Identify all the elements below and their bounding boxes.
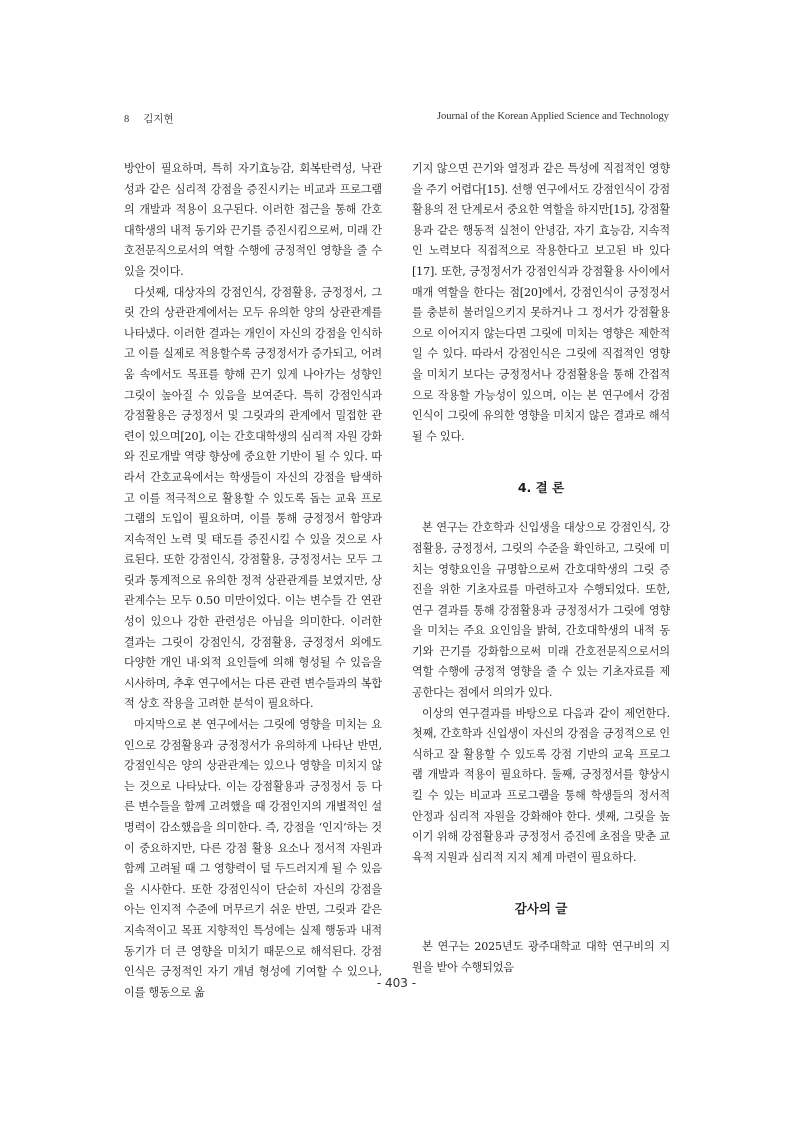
acknowledgment-text: 본 연구는 2025년도 광주대학교 대학 연구비의 지원을 받아 수행되었음 <box>412 940 670 974</box>
header-author: 김지현 <box>143 114 174 125</box>
paragraph: 이상의 연구결과를 바탕으로 다음과 같이 제언한다. 첫째, 간호학과 신입생이 자신의 강점을 긍정적으로 인식하고 잘 활용할 수 있도록 강점 기반의 교육 프로그램 개발과 적용이 필요하다. 둘째, 긍정정서를 향상시킬 수 있는 비교과 프로그램을 통해 학생들의 정서적 안정과 심리적 자원을 강화해야 한다. 셋째, 그릿을 높이기 위해 강점활용과 긍정정서 증진에 초점을 맞춘 교육적 지원과 심리적 지지 체계 마련이 필요하다. <box>412 706 670 864</box>
conclusion-heading: 4. 결 론 <box>517 480 565 496</box>
left-column <box>124 159 382 1003</box>
journal-name: Journal of the Korean Applied Science and Technology <box>436 111 669 122</box>
page-number-footer: - 403 - <box>376 976 417 990</box>
right-column <box>412 159 670 979</box>
paragraph: 기지 않으면 끈기와 열정과 같은 특성에 직접적인 영향을 주기 어렵다[15]. 선행 연구에서도 강점인식이 강점활용의 전 단계로서 중요한 역할을 하지만[15], 강점활용과 같은 행동적 실천이 안녕감, 자기 효능감, 지속적인 노력보다 직접적으로 작용한다고 보고된 바 있다[17]. 또한, 긍정정서가 강점인식과 강점활용 사이에서 매개 역할을 한다는 점[20]에서, 강점인식이 긍정정서를 충분히 불러일으키지 못하거나 그 정서가 강점활용으로 이어지지 않는다면 그릿에 미치는 영향은 제한적일 수 있다. 따라서 강점인식은 그릿에 직접적인 영향을 미치기 보다는 긍정정서나 강점활용을 통해 간접적으로 작용할 가능성이 있으며, 이는 본 연구에서 강점인식이 그릿에 유의한 영향을 미치지 않은 결과로 해석될 수 있다. <box>412 162 670 443</box>
acknowledgment-heading: 감사의 글 <box>514 901 568 917</box>
paragraph: 마지막으로 본 연구에서는 그릿에 영향을 미치는 요인으로 강점활용과 긍정정서가 유의하게 나타난 반면, 강점인식은 양의 상관관계는 있으나 영향을 미치지 않는 것으로 나타났다. 이는 강점활용과 긍정정서 등 다른 변수들을 함께 고려했을 때 강점인지의 개별적인 설명력이 감소했음을 의미한다. 즉, 강점을 ‘인지’하는 것이 중요하지만, 다른 강점 활용 요소나 정서적 자원과 함께 고려될 때 그 영향력이 덜 두드러지게 될 수 있음을 시사한다. 또한 강점인식이 단순히 자신의 강점을 아는 인지적 수준에 머무르기 쉬운 반면, 그릿과 같은 지속적이고 목표 지향적인 특성에는 실제 행동과 내적 동기가 더 큰 영향을 미치기 때문으로 해석된다. 강점인식은 긍정적인 자기 개념 형성에 기여할 수 있으나, 이를 행동으로 옮 <box>124 718 382 999</box>
running-head <box>124 111 669 127</box>
paragraph: 방안이 필요하며, 특히 자기효능감, 회복탄력성, 낙관성과 같은 심리적 강점을 증진시키는 비교과 프로그램의 개발과 적용이 요구된다. 이러한 접근을 통해 간호대학생의 내적 동기와 끈기를 증진시킴으로써, 미래 간호전문직으로서의 역할 수행에 긍정적인 영향을 줄 수 있을 것이다. <box>124 162 382 278</box>
header-page-number: 8 <box>124 114 130 125</box>
paragraph: 본 연구는 간호학과 신입생을 대상으로 강점인식, 강점활용, 긍정정서, 그릿의 수준을 확인하고, 그릿에 미치는 영향요인을 규명함으로써 간호대학생의 그릿 증진을 위한 기초자료를 마련하고자 수행되었다. 또한, 연구 결과를 통해 강점활용과 긍정정서가 그릿에 영향을 미치는 주요 요인임을 밝혀, 간호대학생의 내적 동기와 끈기를 강화함으로써 미래 간호전문직으로서의 역할 수행에 긍정적 영향을 줄 수 있는 기초자료를 제공한다는 점에서 의의가 있다. <box>412 521 670 700</box>
paragraph: 다섯째, 대상자의 강점인식, 강점활용, 긍정정서, 그릿 간의 상관관계에서는 모두 유의한 양의 상관관계를 나타냈다. 이러한 결과는 개인이 자신의 강점을 인식하고 이를 실제로 적용할수록 긍정정서가 증가되고, 어려움 속에서도 목표를 향해 끈기 있게 나아가는 성향인 그릿이 높아질 수 있음을 보여준다. 특히 강점인식과 강점활용은 긍정정서 및 그릿과의 관계에서 밀접한 관련이 있으며[20], 이는 간호대학생의 심리적 자원 강화와 진로개발 역량 향상에 중요한 기반이 될 수 있다. 따라서 간호교육에서는 학생들이 자신의 강점을 탐색하고 이를 적극적으로 활용할 수 있도록 돕는 교육 프로그램의 도입이 필요하며, 이를 통해 긍정정서 함양과 지속적인 노력 및 태도를 증진시킬 수 있을 것으로 사료된다. 또한 강점인식, 강점활용, 긍정정서는 모두 그릿과 통계적으로 유의한 정적 상관관계를 보였지만, 상관계수는 모두 0.50 미만이었다. 이는 변수들 간 연관성이 있으나 강한 관련성은 아님을 의미한다. 이러한 결과는 그릿이 강점인식, 강점활용, 긍정정서 외에도 다양한 개인 내·외적 요인들에 의해 형성될 수 있음을 시사하며, 추후 연구에서는 다른 관련 변수들과의 복합적 상호 작용을 고려한 분석이 필요하다. <box>124 285 382 711</box>
header-left <box>124 111 174 126</box>
